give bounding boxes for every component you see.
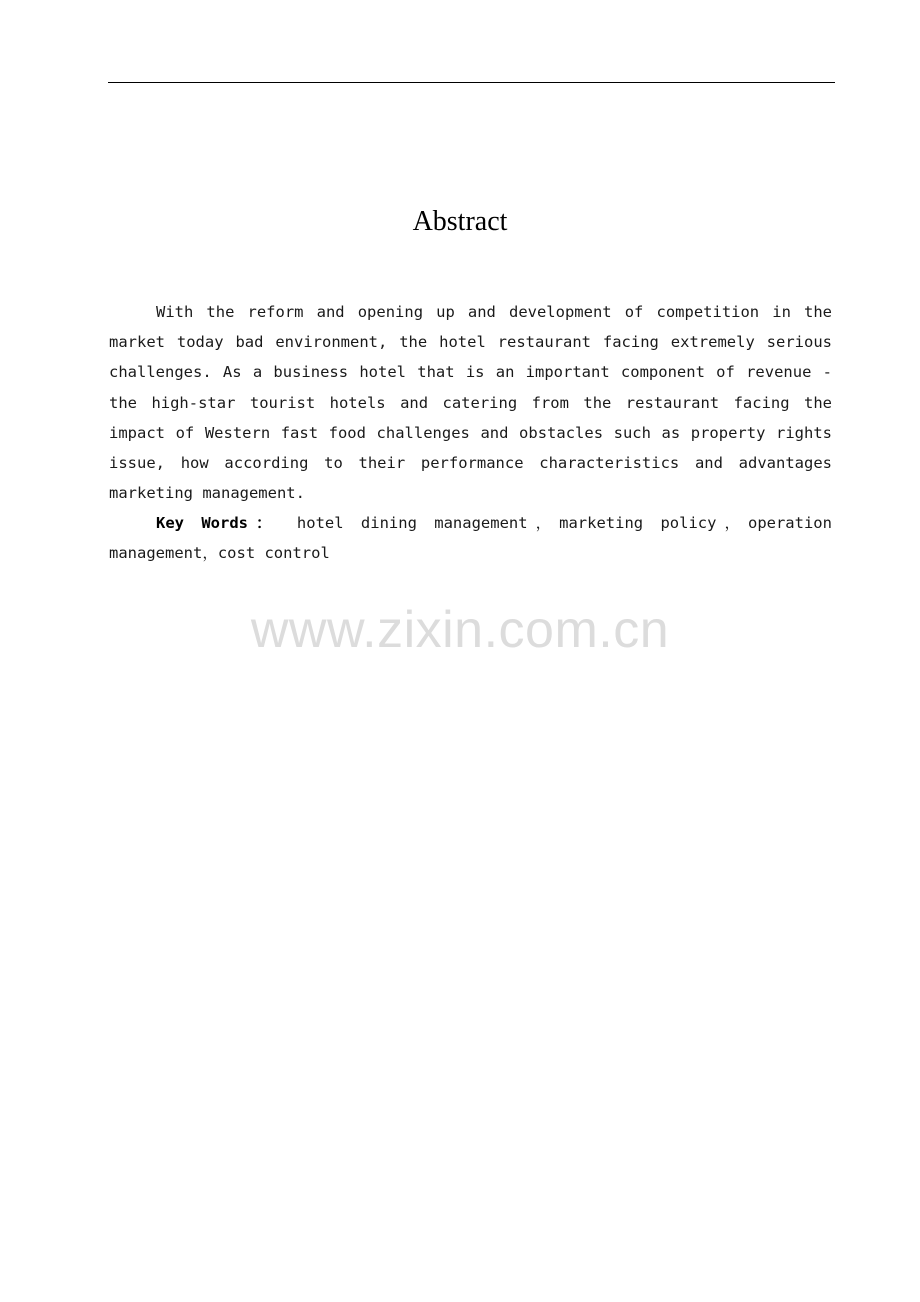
page-title: Abstract [412,206,508,237]
header-rule [108,82,835,83]
keywords-paragraph [109,508,832,568]
watermark: www.zixin.com.cn [250,601,670,659]
keywords-label: Key Words： [156,514,280,532]
abstract-paragraph: With the reform and opening up and development of competition in the market today bad environment, the hotel restaurant facing extremely serious challenges. As a business hotel that is an important component of revenue - the high-star tourist hotels and catering from the restaurant facing the impact of Western fast food challenges and obstacles such as property rights issue, how according to their performance characteristics and advantages marketing management. [109,303,832,503]
keywords-text: hotel dining management，marketing policy，operation management，cost control [109,514,832,563]
